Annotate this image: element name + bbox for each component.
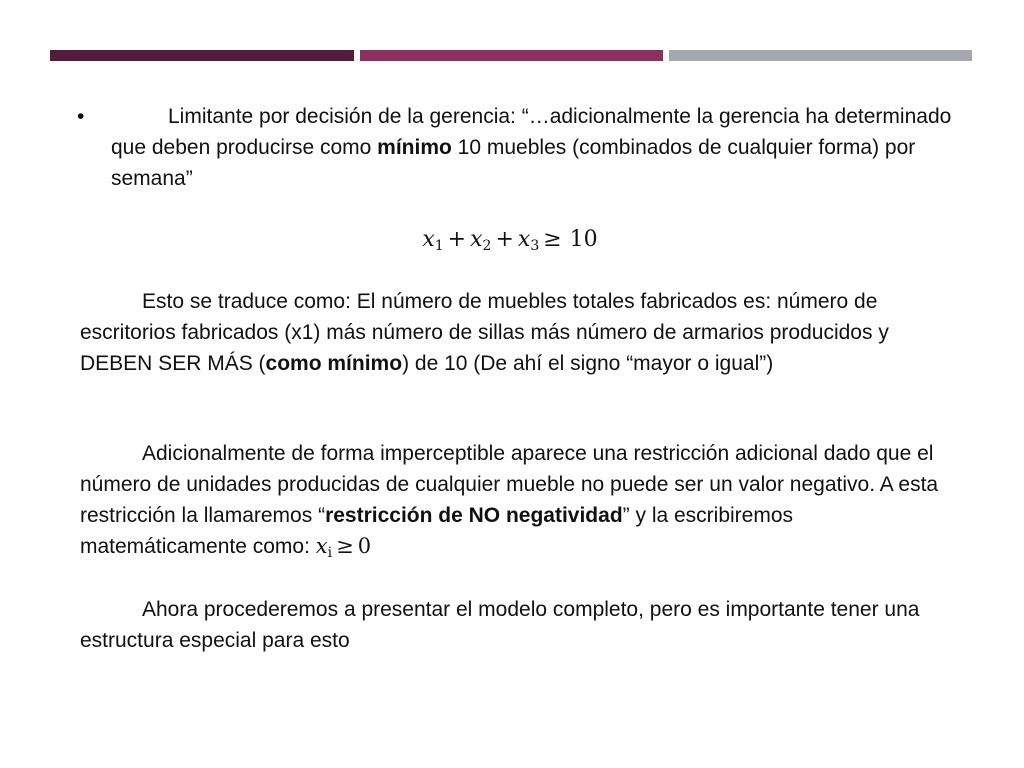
formula-relation: ≥: [543, 227, 562, 252]
bullet-dot: •: [77, 105, 85, 128]
bullet-bold-minimo: mínimo: [377, 136, 452, 159]
non-negativity-formula: [315, 534, 372, 561]
paragraph1-bold: como mínimo: [265, 352, 403, 375]
paragraph2-part2: ” y la escribiremos matemáticamente como:: [80, 504, 794, 558]
paragraph3-text: Ahora procederemos a presentar el modelo completo, pero es importante tener una estructura especial para esto: [80, 598, 920, 652]
paragraph-translation: [80, 286, 960, 379]
paragraph1-part2: ) de 10 (De ahí el signo “mayor o igual”): [402, 352, 774, 375]
formula-plus-1: +: [447, 227, 467, 252]
formula-sub-2: 2: [482, 238, 492, 254]
paragraph-next-steps: [80, 594, 960, 656]
math-var: x: [315, 534, 328, 558]
formula-sub-1: 1: [434, 238, 444, 254]
formula-plus-2: +: [495, 227, 514, 252]
bullet-text-start: Limitante por decisión de la gerencia: “…adicionalmente la gerencia ha determinado que deben producirse como: [111, 105, 952, 159]
math-relation: ≥: [336, 534, 354, 558]
formula-rhs: 10: [569, 227, 598, 252]
paragraph-non-negativity: [80, 438, 960, 569]
paragraph2-bold: restricción de NO negatividad: [325, 504, 623, 527]
formula-var-2: x: [470, 227, 483, 252]
formula-var-3: x: [517, 227, 531, 252]
paragraph2-part1: Adicionalmente de forma imperceptible aparece una restricción adicional dado que el número de unidades producidas de cualquier mueble no puede ser un valor negativo. A esta restricción la llamaremos “: [80, 442, 939, 527]
formula-var-1: x: [422, 227, 435, 252]
constraint-formula: [0, 224, 1024, 262]
formula-sub-3: 3: [530, 238, 540, 254]
bullet-text-end: 10 muebles (combinados de cualquier forma) por semana”: [111, 136, 916, 190]
bullet-paragraph: [111, 101, 981, 194]
math-rhs: 0: [357, 534, 372, 558]
math-sub: i: [327, 545, 333, 561]
paragraph1-part1: Esto se traduce como: El número de muebles totales fabricados es: número de escritorios fabricados (x1) más número de sillas más número de armarios producidos y DEBEN SER MÁS (: [80, 290, 889, 375]
